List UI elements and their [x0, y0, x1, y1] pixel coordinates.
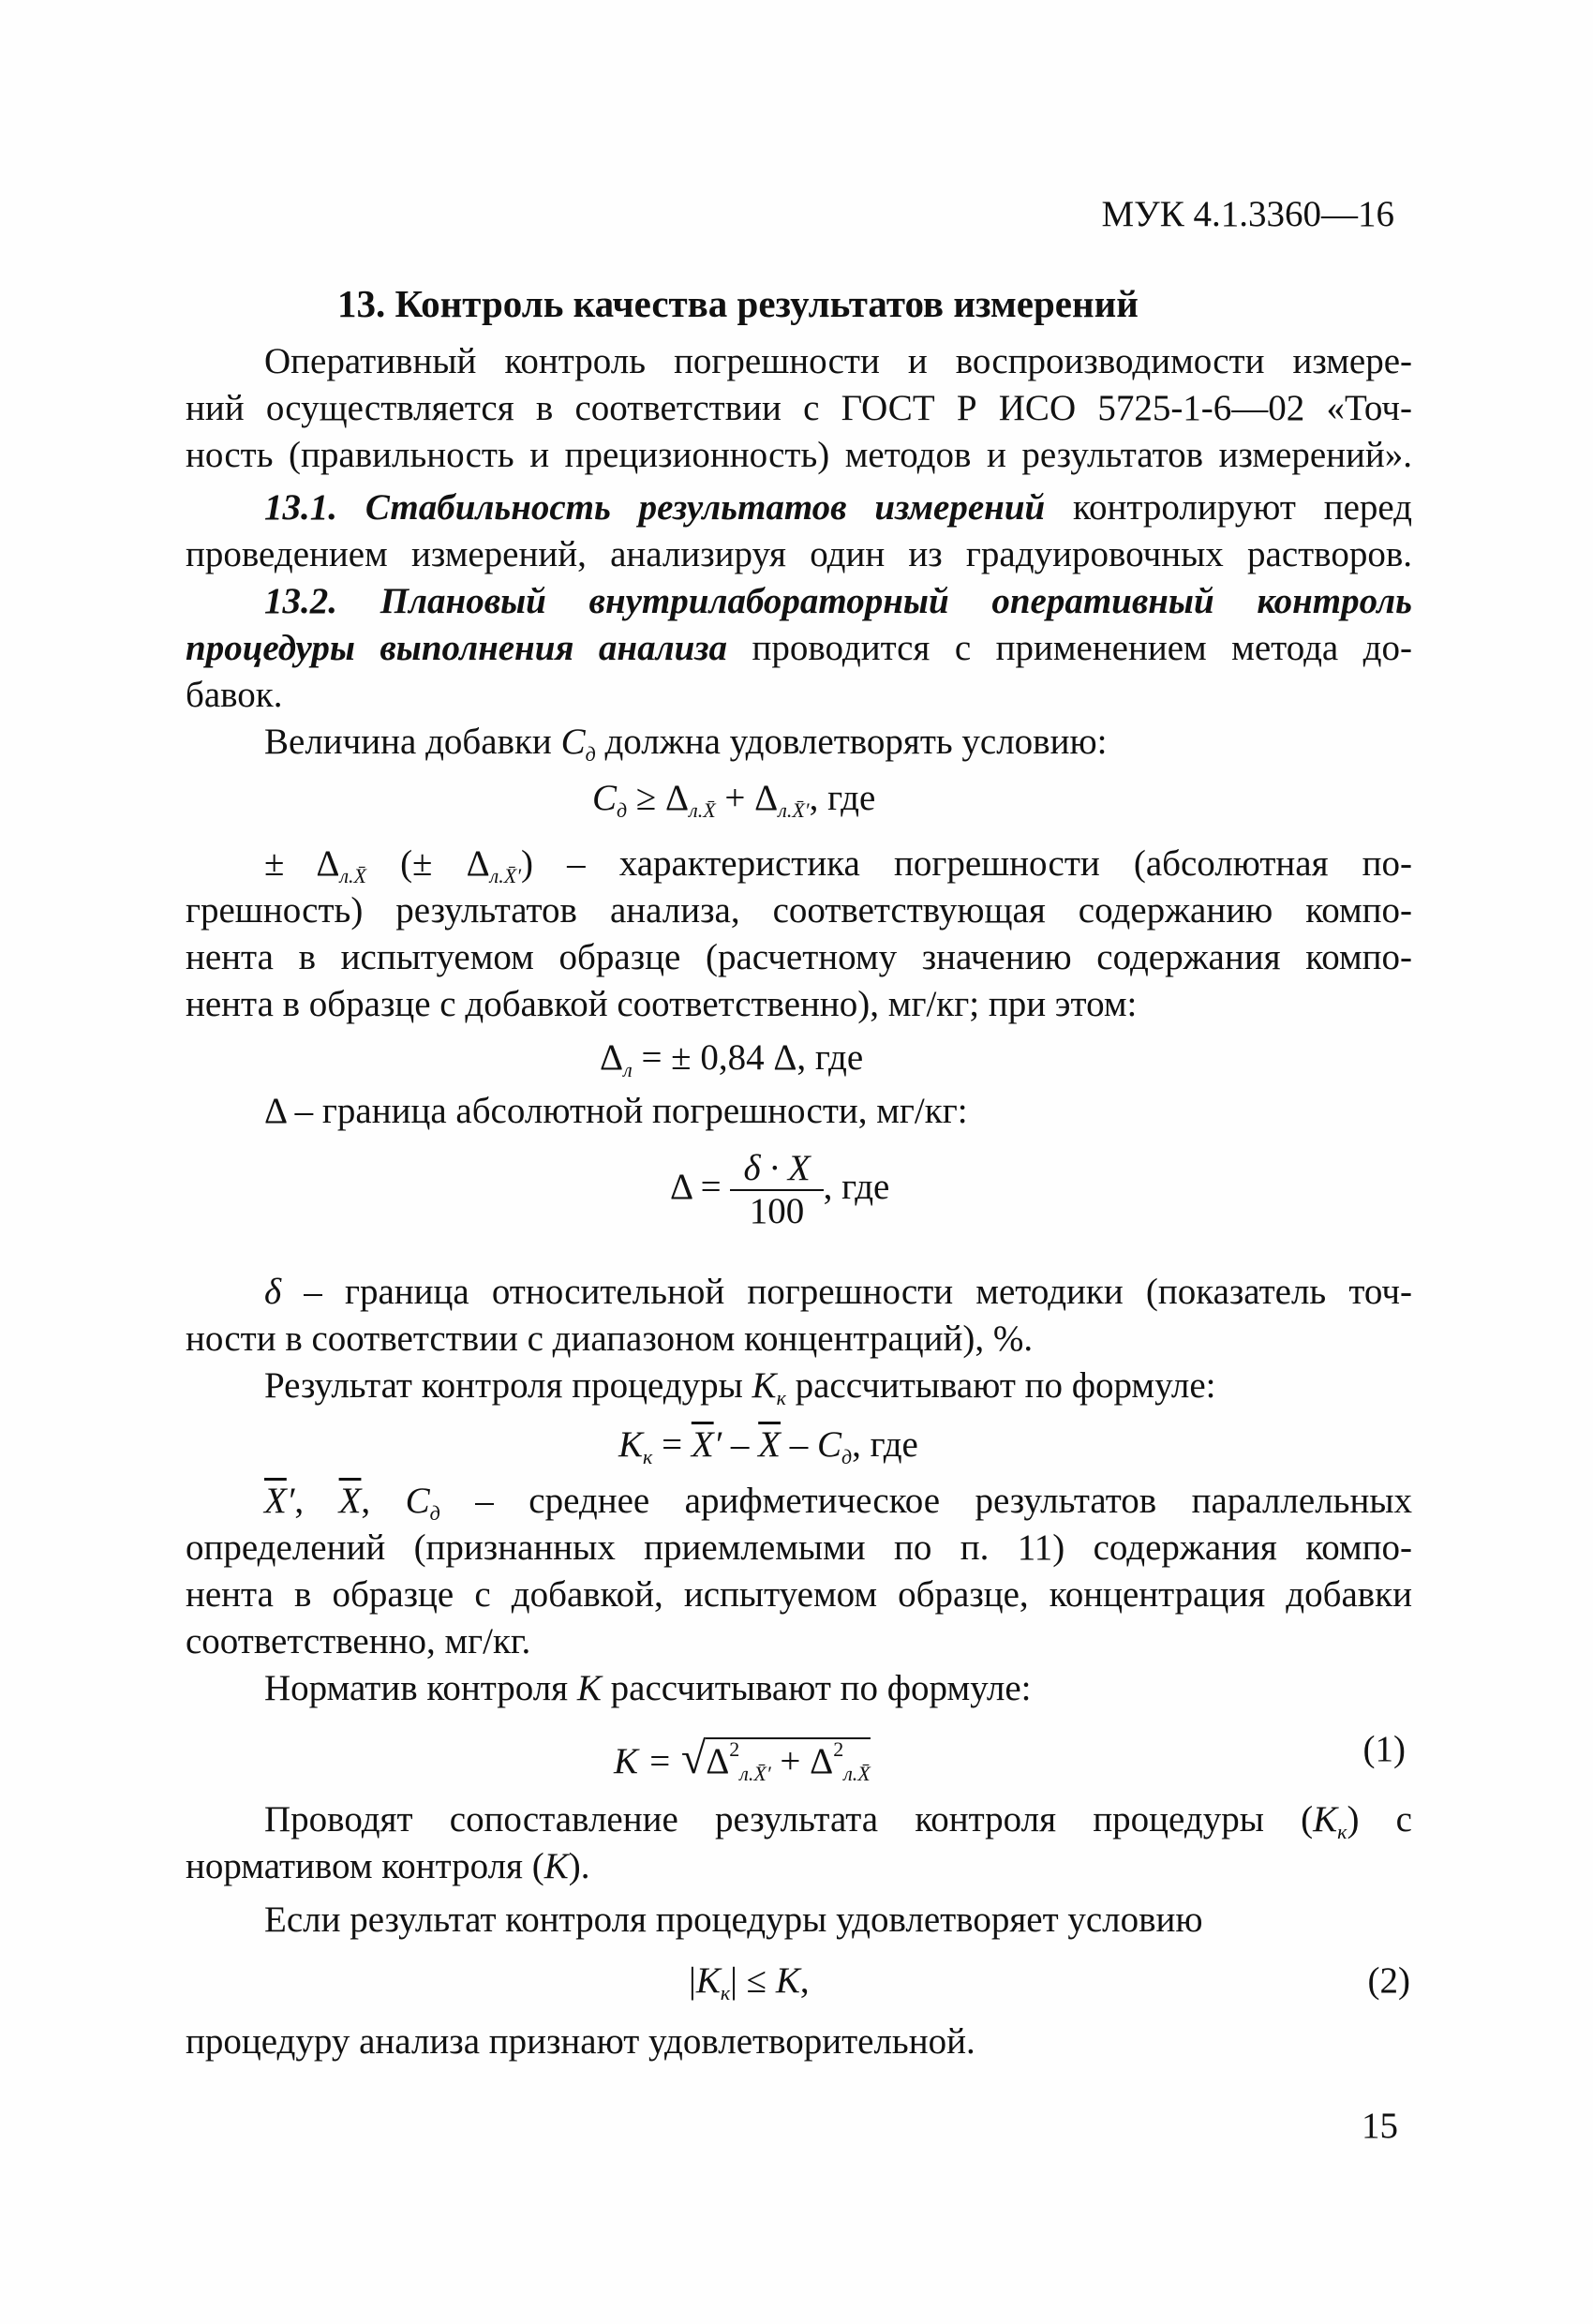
condition-intro: Если результат контроля процедуры удовлетворяет условию — [264, 1899, 1203, 1940]
clause-13-1-line-2: проведением измерений, анализируя один из градуировочных растворов. — [186, 534, 1412, 574]
clause-title: Стабильность результатов измерений — [365, 487, 1046, 528]
equation-number-1: (1) — [1362, 1729, 1406, 1769]
page-number: 15 — [1362, 2106, 1398, 2146]
formula-delta-pm: ± $\Delta_{л.X̄}$ (± $\Delta_{л.X̄'}$) — [264, 843, 533, 887]
formula-kk: $K_к = \overline{X}' - \overline{X} - C_д$, где — [618, 1424, 918, 1468]
compare-line-1: Проводят сопоставление результата контроля процедуры $(K_к)$ с — [264, 1799, 1412, 1843]
clause-number: 13.2. — [264, 581, 337, 621]
document-code: МУК 4.1.3360—16 — [1101, 194, 1394, 234]
formula-delta-l: $\Delta_л$ = ± 0,84 Δ, где — [600, 1037, 864, 1081]
relative-error-line-2: ности в соответствии с диапазоном концентраций), %. — [186, 1318, 1034, 1359]
sqrt-sign: √ — [680, 1734, 707, 1783]
clause-number: 13.1. — [264, 487, 337, 528]
intro-line-2: ний осуществляется в соответствии с ГОСТ Р ИСО 5725-1-6—02 «Точ- — [186, 388, 1412, 428]
equation-number-2: (2) — [1367, 1960, 1410, 2001]
delta-definition-line-1: ± $\Delta_{л.X̄}$ (± $\Delta_{л.X̄'}$) – характеристика погрешности (абсолютная по- — [264, 843, 1412, 887]
means-definition-line-3: нента в образце с добавкой, испытуемом образце, концентрация добавки — [186, 1574, 1412, 1615]
additive-intro: Величина добавки $C_д$ должна удовлетворять условию: — [264, 722, 1108, 766]
delta-definition-line-2: грешность) результатов анализа, соответствующая содержанию компо- — [186, 890, 1412, 931]
intro-line-3: ность (правильность и прецизионность) методов и результатов измерений». — [186, 435, 1412, 475]
absolute-error-definition: Δ – граница абсолютной погрешности, мг/кг: — [264, 1091, 968, 1131]
clause-13-2-line-2 — [186, 626, 1412, 671]
means-definition-line-4: соответственно, мг/кг. — [186, 1621, 531, 1661]
section-title: 13. Контроль качества результатов измерений — [337, 282, 1139, 325]
formula-additive-condition: $C_д \ge \Delta_{л.X̄} + \Delta_{л.X̄'}$, где — [592, 778, 876, 822]
clause-13-2-line-1 — [264, 579, 1412, 624]
symbol-cd: $C_д$ — [560, 722, 596, 766]
formula-delta: Δ = $\frac{\delta \cdot X}{100}$ , где — [670, 1148, 890, 1231]
formula-k: $K = √\Delta^2_{л.X̄'} + \Delta^2_{л.X̄}$ — [614, 1734, 871, 1785]
fraction: $\frac{\delta \cdot X}{100}$ — [730, 1148, 823, 1232]
result-control-intro: Результат контроля процедуры $K_к$ рассчитывают по формуле: — [264, 1365, 1216, 1409]
clause-title: Плановый внутрилабораторный оперативный контроль — [380, 581, 1412, 621]
formula-condition: $|K_к| \le K$, — [689, 1960, 810, 2004]
means-definition-line-2: определений (признанных приемлемыми по п. 11) содержания компо- — [186, 1527, 1412, 1568]
clause-13-1-line-1 — [264, 485, 1412, 530]
means-definition-line-1: $\overline{X}'$, $\overline{X}$, $C_д$ – среднее арифметическое результатов параллельных — [264, 1481, 1413, 1525]
norm-intro: Норматив контроля K рассчитывают по формуле: — [264, 1668, 1032, 1708]
radicand: $\Delta^2_{л.X̄'} + \Delta^2_{л.X̄}$ — [706, 1737, 871, 1785]
clause-title-cont: процедуры выполнения анализа — [186, 628, 728, 668]
delta-definition-line-4: нента в образце с добавкой соответственно), мг/кг; при этом: — [186, 984, 1138, 1024]
delta-definition-line-3: нента в испытуемом образце (расчетному значению содержания компо- — [186, 937, 1412, 977]
clause-text: контролируют перед — [1073, 487, 1413, 528]
compare-line-2: нормативом контроля (K). — [186, 1846, 590, 1886]
intro-line-1: Оперативный контроль погрешности и воспроизводимости измере- — [264, 341, 1412, 381]
clause-text: проводится с применением метода до- — [752, 628, 1413, 668]
relative-error-line-1: δ – граница относительной погрешности методики (показатель точ- — [264, 1272, 1412, 1312]
means-symbols: $\overline{X}'$, $\overline{X}$, $C_д$ — [264, 1481, 440, 1525]
conclusion: процедуру анализа признают удовлетворительной. — [186, 2021, 975, 2062]
clause-13-2-line-3: бавок. — [186, 675, 283, 715]
